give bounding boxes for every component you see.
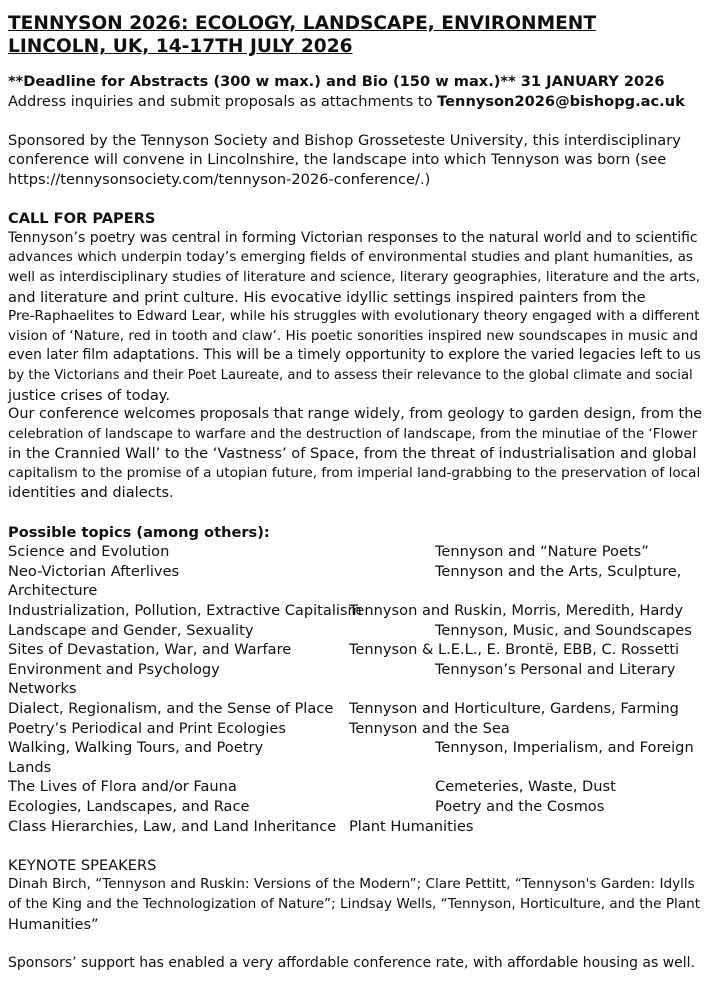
topic-row [8,758,702,778]
cfp-line: capitalism to the promise of a utopian future, from imperial land-grabbing to the preservation of local [8,464,701,481]
topic-right: Tennyson’s Personal and Literary [435,660,676,678]
topic-row [8,621,702,641]
topic-left: The Lives of Flora and/or Fauna [8,778,237,796]
sponsor-line: conference will convene in Lincolnshire, the landscape into which Tennyson was born (see [8,151,667,169]
topic-left: Science and Evolution [8,543,170,561]
topic-right: Tennyson and “Nature Poets” [435,543,649,561]
keynote-line: Humanities” [8,915,99,933]
abstract-deadline: **Deadline for Abstracts (300 w max.) and Bio (150 w max.)** 31 JANUARY 2026 [8,73,665,90]
cfp-line: Tennyson’s poetry was central in forming Victorian responses to the natural world and to scientific [8,229,698,246]
topic-left: Sites of Devastation, War, and Warfare [8,641,292,659]
topic-row [8,777,702,797]
topic-row [8,797,702,817]
topic-row [8,817,702,837]
topic-row [8,660,702,680]
topic-row [8,699,702,719]
cfp-body [8,229,702,503]
cfp-line: and literature and print culture. His evocative idyllic settings inspired painters from the [8,288,646,306]
cfp-line: identities and dialects. [8,484,174,502]
cfp-heading: CALL FOR PAPERS [8,210,156,228]
topic-row [8,562,702,582]
topic-right: Tennyson, Music, and Soundscapes [435,621,692,639]
conference-title: TENNYSON 2026: ECOLOGY, LANDSCAPE, ENVIRONMENT [8,13,597,34]
call-for-papers-document [8,12,702,973]
sponsor-line: Sponsored by the Tennyson Society and Bishop Grosseteste University, this interdisciplinary [8,131,681,149]
topic-row [8,542,702,562]
topic-row [8,719,702,739]
topic-left: Walking, Walking Tours, and Poetry [8,739,264,757]
topic-right: Cemeteries, Waste, Dust [435,778,616,796]
cfp-line: well as interdisciplinary studies of literature and science, literary geographies, literature and the arts, [8,268,701,285]
sponsor-paragraph [8,131,702,190]
submission-instructions-text: Address inquiries and submit proposals as attachments to [8,92,438,110]
cfp-line: in the Crannied Wall’ to the ‘Vastness’ of Space, from the threat of industrialisation and global [8,445,697,463]
topic-left: Architecture [8,582,98,600]
topic-right: Plant Humanities [349,817,474,835]
topic-left: Poetry’s Periodical and Print Ecologies [8,719,287,737]
sponsor-line: https://tennysonsociety.com/tennyson-2026-conference/.) [8,170,431,188]
cfp-line: even later film adaptations. This will be a timely opportunity to explore the varied legacies left to us [8,347,701,364]
topic-left: Class Hierarchies, Law, and Land Inheritance [8,817,337,835]
topic-left: Industrialization, Pollution, Extractive Capitalism [8,602,362,620]
topic-left: Networks [8,680,77,698]
topics-heading: Possible topics (among others): [8,523,270,541]
topic-left: Lands [8,758,52,776]
closing-note: Sponsors’ support has enabled a very affordable conference rate, with affordable housing as well. [8,954,696,971]
keynote-line: of the King and the Technologization of Nature”; Lindsay Wells, “Tennyson, Horticulture, and the Plant [8,895,701,912]
keynote-line: Dinah Birch, “Tennyson and Ruskin: Versions of the Modern”; Clare Pettitt, “Tennyson's Garden: Idylls [8,876,695,893]
cfp-line: by the Victorians and their Poet Laureate, and to assess their relevance to the global climate and social [8,367,693,383]
topic-left: Dialect, Regionalism, and the Sense of Place [8,700,334,717]
cfp-line: celebration of landscape to warfare and the destruction of landscape, from the minutiae of the ‘Flower [8,426,698,442]
topic-left: Landscape and Gender, Sexuality [8,621,254,639]
cfp-line: vision of ‘Nature, red in tooth and claw’. His poetic sonorities inspired new soundscapes in music and [8,327,698,344]
cfp-line: Pre-Raphaelites to Edward Lear, while his struggles with evolutionary theory engaged with a different [8,308,700,325]
topic-right: Tennyson and the Arts, Sculpture, [435,562,682,580]
topic-right: Poetry and the Cosmos [435,797,605,815]
topic-right: Tennyson & L.E.L., E. Brontë, EBB, C. Rossetti [349,641,680,659]
cfp-line: Our conference welcomes proposals that range widely, from geology to garden design, from the [8,406,703,423]
topic-row [8,601,702,621]
topic-left: Neo-Victorian Afterlives [8,562,180,580]
submission-instructions [8,92,702,112]
submission-email[interactable]: Tennyson2026@bishopg.ac.uk [437,92,685,110]
topic-left: Ecologies, Landscapes, and Race [8,797,250,815]
keynote-heading: KEYNOTE SPEAKERS [8,856,157,874]
cfp-line: advances which underpin today’s emerging fields of environmental studies and plant humanities, as [8,249,693,266]
cfp-line: justice crises of today. [8,386,170,404]
topic-row [8,679,702,699]
topic-left: Environment and Psychology [8,660,220,678]
topic-row [8,738,702,758]
topic-row [8,640,702,660]
topics-list [8,542,702,836]
topic-right: Tennyson and Ruskin, Morris, Meredith, Hardy [349,602,683,620]
topic-right: Tennyson, Imperialism, and Foreign [435,739,694,757]
topic-right: Tennyson and the Sea [349,719,510,737]
topic-row [8,581,702,601]
topic-right: Tennyson and Horticulture, Gardens, Farming [349,700,679,717]
keynote-speakers [8,875,702,934]
conference-location-dates: LINCOLN, UK, 14-17TH JULY 2026 [8,36,353,57]
